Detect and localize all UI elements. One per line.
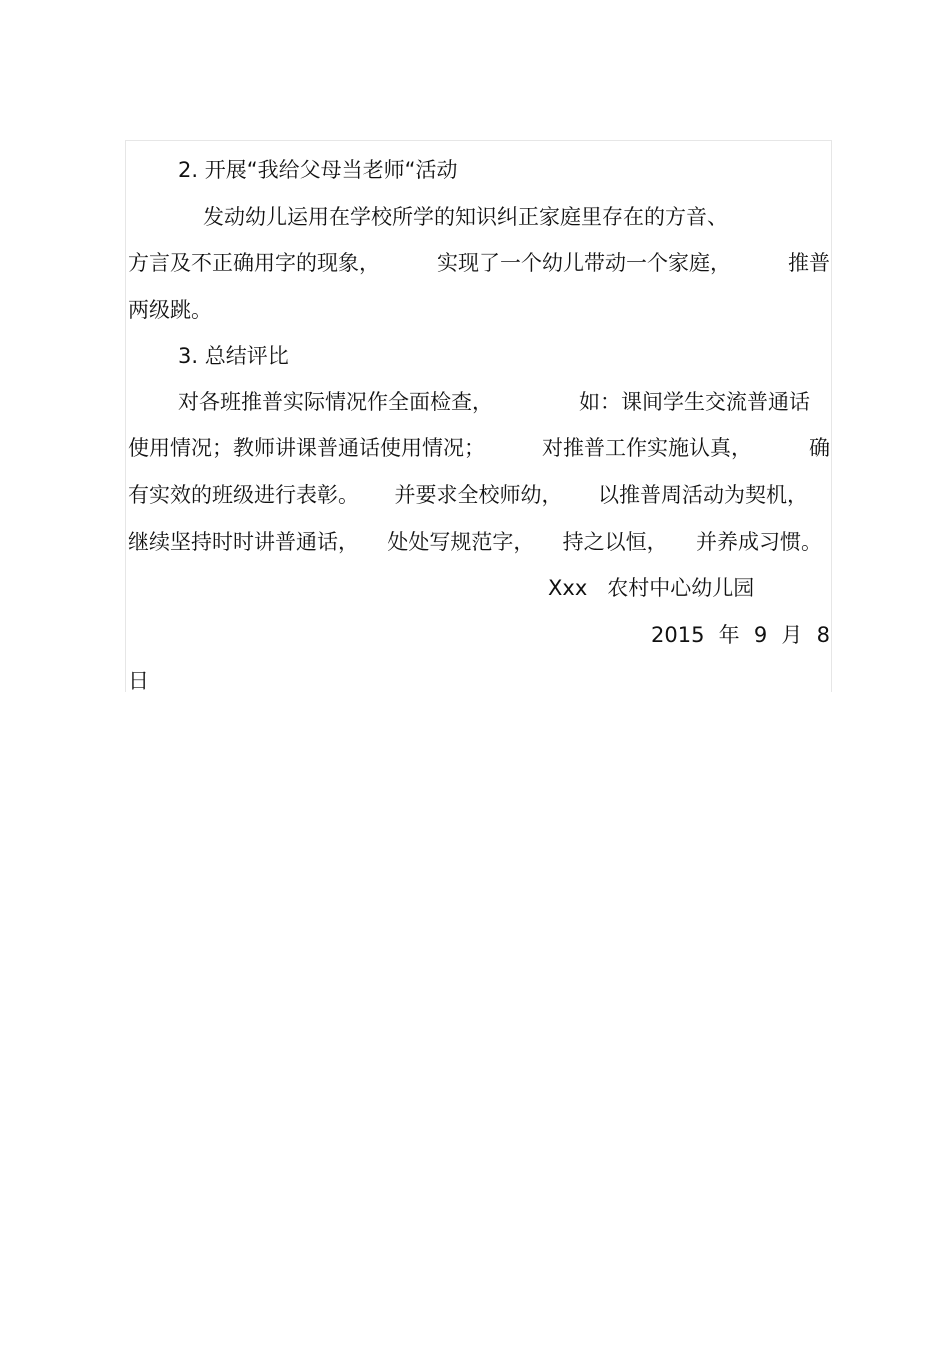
text-segment: 持之以恒， — [562, 530, 668, 554]
date-year: 2015 — [651, 623, 705, 647]
date-month: 9 — [753, 623, 768, 647]
text-segment: 以推普周活动为契机， — [598, 483, 808, 507]
text-segment: 推普 — [788, 251, 830, 275]
text-segment: 并养成习惯。 — [695, 530, 822, 554]
text-segment: 并要求全校师幼， — [394, 483, 563, 507]
text-segment: 确 — [809, 436, 830, 460]
paragraph-3-line-3 — [128, 480, 808, 510]
section-heading-2: 2. 开展“我给父母当老师“活动 — [178, 158, 458, 182]
paragraph-2-line-2 — [128, 248, 830, 278]
text-segment: 使用情况；教师讲课普通话使用情况； — [128, 436, 485, 460]
text-segment: 实现了一个幼儿带动一个家庭， — [437, 251, 731, 275]
paragraph-3-line-4 — [128, 527, 822, 557]
paragraph-2-line-3: 两级跳。 — [128, 298, 212, 322]
signature-date-tail: 日 — [128, 669, 149, 693]
text-segment: 对各班推普实际情况作全面检查， — [178, 390, 493, 414]
date-day: 8 — [816, 623, 830, 647]
section-heading-3: 3. 总结评比 — [178, 344, 289, 368]
text-segment: 方言及不正确用字的现象， — [128, 251, 380, 275]
text-segment: 有实效的班级进行表彰。 — [128, 483, 359, 507]
paragraph-2-line-1: 发动幼儿运用在学校所学的知识纠正家庭里存在的方音、 — [203, 205, 728, 229]
text-segment: 继续坚持时时讲普通话， — [128, 530, 359, 554]
date-month-unit: 月 — [781, 623, 803, 647]
text-segment: 对推普工作实施认真， — [542, 436, 752, 460]
paragraph-3-line-1 — [178, 387, 810, 417]
text-segment: 处处写规范字， — [387, 530, 535, 554]
text-segment: 如：课间学生交流普通话 — [579, 390, 810, 414]
date-year-unit: 年 — [718, 623, 740, 647]
paragraph-3-line-2 — [128, 433, 830, 463]
signature-organization: Xxx 农村中心幼儿园 — [548, 576, 755, 600]
signature-date — [651, 620, 830, 650]
